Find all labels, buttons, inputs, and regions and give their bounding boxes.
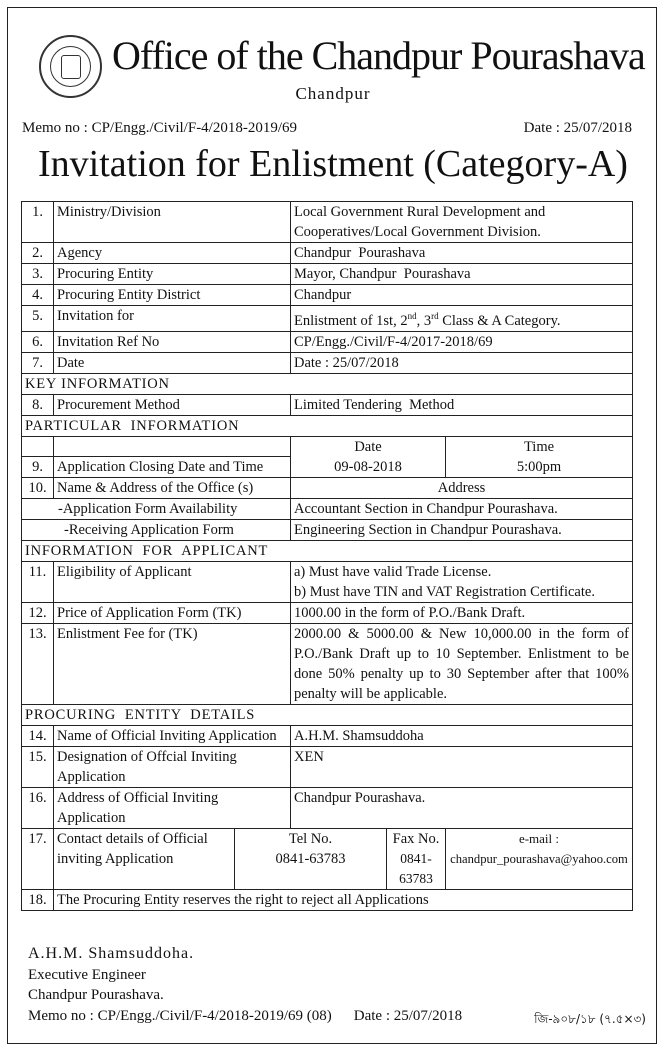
section-row xyxy=(22,373,633,394)
value-text: Class & A Category. xyxy=(438,312,561,329)
memo-number: Memo no : CP/Engg./Civil/F-4/2018-2019/69 xyxy=(22,120,298,136)
signature-block xyxy=(28,944,462,1026)
email-address: chandpur_pourashava@yahoo.com xyxy=(450,852,628,867)
table-row xyxy=(22,264,633,285)
table-row xyxy=(22,457,633,478)
row-value: Date : 25/07/2018 xyxy=(291,352,633,373)
row-number: 18. xyxy=(22,890,54,911)
table-row xyxy=(22,285,633,306)
publication-ref: জি-৯০৮/১৮ (৭.৫×৩) xyxy=(534,1012,646,1026)
table-row xyxy=(22,243,633,264)
table-row xyxy=(22,499,633,520)
row-value: The Procuring Entity reserves the right to reject all Applications xyxy=(54,890,633,911)
closing-time: 5:00pm xyxy=(446,457,633,478)
table-row xyxy=(22,603,633,624)
time-column-heading: Time xyxy=(446,436,633,457)
row-label: Designation of Offcial Inviting Application xyxy=(54,747,291,788)
table-row xyxy=(22,436,633,457)
row-label: Agency xyxy=(54,243,291,264)
table-row xyxy=(22,394,633,415)
row-label: Date xyxy=(54,352,291,373)
row-label: -Application Form Availability xyxy=(22,499,291,520)
table-row xyxy=(22,624,633,705)
value-text: , 3 xyxy=(416,312,432,329)
table-row xyxy=(22,562,633,603)
section-row xyxy=(22,705,633,726)
row-label: Address of Official Inviting Application xyxy=(54,788,291,829)
row-value: A.H.M. Shamsuddoha xyxy=(291,726,633,747)
signatory-name: A.H.M. Shamsuddoha. xyxy=(28,945,195,962)
row-label: Procuring Entity District xyxy=(54,285,291,306)
row-number: 7. xyxy=(22,352,54,373)
signature-memo-number: Memo no : CP/Engg./Civil/F-4/2018-2019/69 (08) xyxy=(28,1007,332,1024)
row-label: Ministry/Division xyxy=(54,202,291,243)
row-number: 4. xyxy=(22,285,54,306)
row-label: Procuring Entity xyxy=(54,264,291,285)
row-label: Invitation Ref No xyxy=(54,331,291,352)
tel-cell xyxy=(235,829,387,890)
closing-date: 09-08-2018 xyxy=(291,457,446,478)
section-heading-procuring: PROCURING ENTITY DETAILS xyxy=(22,705,633,726)
section-row xyxy=(22,541,633,562)
table-row xyxy=(22,478,633,499)
row-label: Invitation for xyxy=(54,306,291,332)
ordinal-suffix: rd xyxy=(431,311,439,321)
tel-heading: Tel No. xyxy=(288,831,333,848)
section-heading-particular: PARTICULAR INFORMATION xyxy=(22,415,633,436)
row-number: 13. xyxy=(22,624,54,705)
tel-number: 0841-63783 xyxy=(275,851,346,868)
row-number: 3. xyxy=(22,264,54,285)
enlistment-table xyxy=(21,201,633,911)
ordinal-suffix: nd xyxy=(407,311,417,321)
row-label: Application Closing Date and Time xyxy=(54,457,291,478)
table-row xyxy=(22,352,633,373)
row-number: 10. xyxy=(22,478,54,499)
signature-date: Date : 25/07/2018 xyxy=(353,1007,463,1024)
row-label: Enlistment Fee for (TK) xyxy=(54,624,291,705)
table-row xyxy=(22,331,633,352)
row-number: 14. xyxy=(22,726,54,747)
table-row xyxy=(22,202,633,243)
row-value: Engineering Section in Chandpur Pourashava. xyxy=(291,520,633,541)
row-value: Mayor, Chandpur Pourashava xyxy=(291,264,633,285)
signature-memo xyxy=(28,1006,462,1027)
row-number: 12. xyxy=(22,603,54,624)
signatory-office: Chandpur Pourashava. xyxy=(28,987,164,1003)
row-value xyxy=(291,562,633,603)
row-value xyxy=(291,306,633,332)
date-column-heading: Date xyxy=(291,436,446,457)
notice-title: Invitation for Enlistment (Category-A) xyxy=(38,143,628,185)
row-value: XEN xyxy=(291,747,633,788)
row-value: Chandpur Pourashava xyxy=(291,243,633,264)
section-row xyxy=(22,415,633,436)
signatory-designation: Executive Engineer xyxy=(28,966,146,983)
office-town: Chandpur xyxy=(295,84,371,103)
value-text: Enlistment of 1st, 2 xyxy=(294,312,408,329)
section-heading-key: KEY INFORMATION xyxy=(22,373,633,394)
row-label: Name of Official Inviting Application xyxy=(54,726,291,747)
row-label: Eligibility of Applicant xyxy=(54,562,291,603)
section-heading-applicant: INFORMATION FOR APPLICANT xyxy=(22,541,633,562)
row-number: 8. xyxy=(22,394,54,415)
row-value: Address xyxy=(291,478,633,499)
row-value: 1000.00 in the form of P.O./Bank Draft. xyxy=(291,603,633,624)
table-row xyxy=(22,306,633,332)
office-title: Office of the Chandpur Pourashava xyxy=(112,33,645,78)
table-row xyxy=(22,890,633,911)
row-number: 15. xyxy=(22,747,54,788)
eligibility-a: a) Must have valid Trade License. xyxy=(294,564,492,581)
row-number: 6. xyxy=(22,331,54,352)
row-value: Chandpur Pourashava. xyxy=(291,788,633,829)
row-value: Chandpur xyxy=(291,285,633,306)
row-value: Accountant Section in Chandpur Pourashava. xyxy=(291,499,633,520)
table-row xyxy=(22,788,633,829)
email-cell xyxy=(446,829,633,890)
row-label: Contact details of Official inviting Application xyxy=(54,829,235,890)
row-value: CP/Engg./Civil/F-4/2017-2018/69 xyxy=(291,331,633,352)
fax-number: 0841-63783 xyxy=(399,851,433,887)
eligibility-b: b) Must have TIN and VAT Registration Certificate. xyxy=(294,584,595,601)
row-label: Name & Address of the Office (s) xyxy=(54,478,291,499)
row-number: 17. xyxy=(22,829,54,890)
row-value: Local Government Rural Development and Cooperatives/Local Government Division. xyxy=(291,202,633,243)
table-row xyxy=(22,520,633,541)
row-number: 2. xyxy=(22,243,54,264)
table-row xyxy=(22,726,633,747)
row-number: 5. xyxy=(22,306,54,332)
memo-date: Date : 25/07/2018 xyxy=(523,120,632,136)
row-number: 9. xyxy=(22,457,54,478)
row-label: -Receiving Application Form xyxy=(22,520,291,541)
row-number: 1. xyxy=(22,202,54,243)
email-heading: e-mail : xyxy=(518,831,560,847)
table-row xyxy=(22,829,633,890)
row-value: Limited Tendering Method xyxy=(291,394,633,415)
row-number: 11. xyxy=(22,562,54,603)
fax-heading: Fax No. xyxy=(392,831,440,848)
row-number: 16. xyxy=(22,788,54,829)
row-label: Procurement Method xyxy=(54,394,291,415)
table-row xyxy=(22,747,633,788)
row-label: Price of Application Form (TK) xyxy=(54,603,291,624)
fax-cell xyxy=(387,829,446,890)
row-value: 2000.00 & 5000.00 & New 10,000.00 in the form of P.O./Bank Draft up to 10 September. Enlistment to be done 50% penalty up to 30 September after that 100% penalty will be applicable. xyxy=(291,624,633,705)
